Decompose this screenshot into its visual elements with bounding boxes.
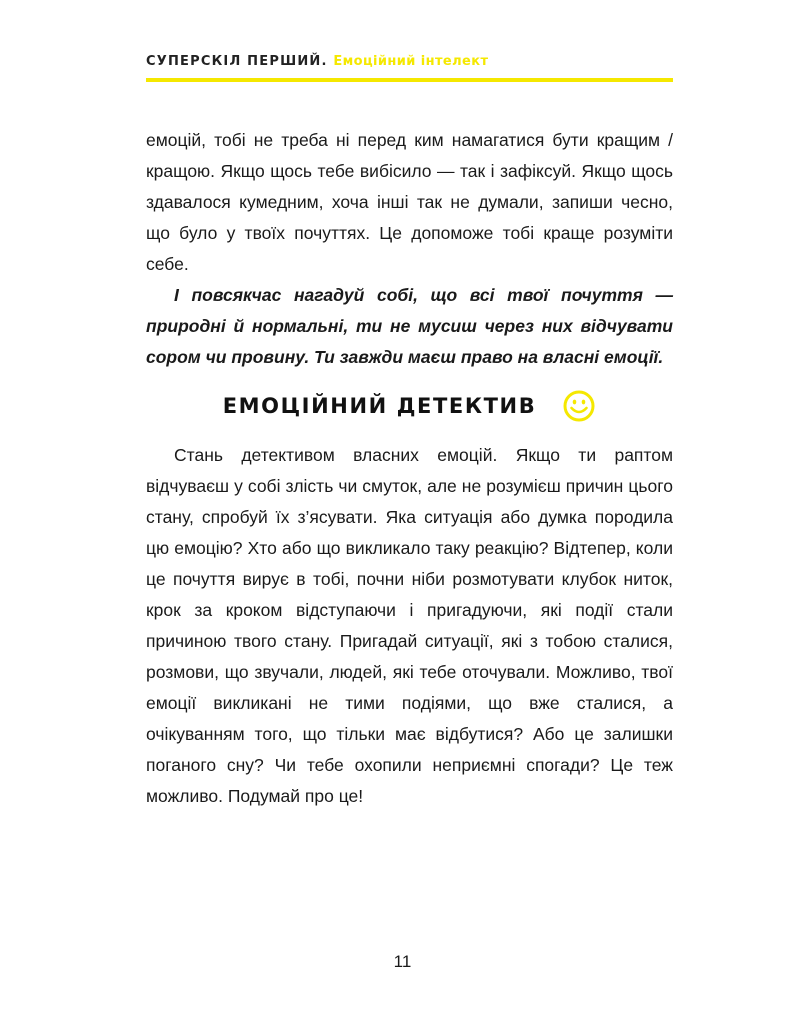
intro-text-block <box>146 125 673 373</box>
section-paragraph: Стань детективом власних емоцій. Якщо ти раптом відчуваєш у собі злість чи смуток, але не розумієш причин цього стану, спробуй їх з’ясувати. Яка ситуація або думка породила цю емоцію? Хто або що викликало таку реакцію? Відтепер, коли це почуття вирує в тобі, почни ніби розмотувати клубок ниток, крок за кроком відступаючи і пригадуючи, які події стали причиною твого стану. Пригадай ситуації, які з тобою сталися, розмови, що звучали, людей, які тебе оточували. Можливо, твої емоції викликані не тими подіями, що вже сталися, а очікуванням того, що тільки має відбутися? Або це залишки поганого сну? Чи тебе охопили неприємні спогади? Це теж можливо. Подумай про це! <box>146 445 673 806</box>
emphasis-paragraph: І повсякчас нагадуй собі, що всі твої почуття — природні й нормальні, ти не мусиш через них відчувати сором чи провину. Ти завжди маєш право на власні емоції. <box>146 285 673 367</box>
running-header <box>146 52 673 82</box>
intro-paragraph: емоцій, тобі не треба ні перед ким намагатися бути кращим / кращою. Якщо щось тебе вибісило — так і зафіксуй. Якщо щось здавалося кумедним, хоча інші так не думали, запиши чесно, що було у твоїх почуттях. Це допоможе тобі краще розуміти себе. <box>146 130 673 274</box>
header-rule <box>146 78 673 82</box>
page-number: 11 <box>393 952 412 971</box>
section-title: ЕМОЦІЙНИЙ ДЕТЕКТИВ <box>222 394 537 418</box>
header-chapter-title: Емоційний інтелект <box>333 54 489 69</box>
header-text <box>146 52 673 72</box>
section-text-block <box>146 440 673 812</box>
section-heading <box>146 386 673 426</box>
smiley-icon <box>562 389 596 423</box>
header-part-title: СУПЕРСКІЛ ПЕРШИЙ. <box>146 54 328 69</box>
